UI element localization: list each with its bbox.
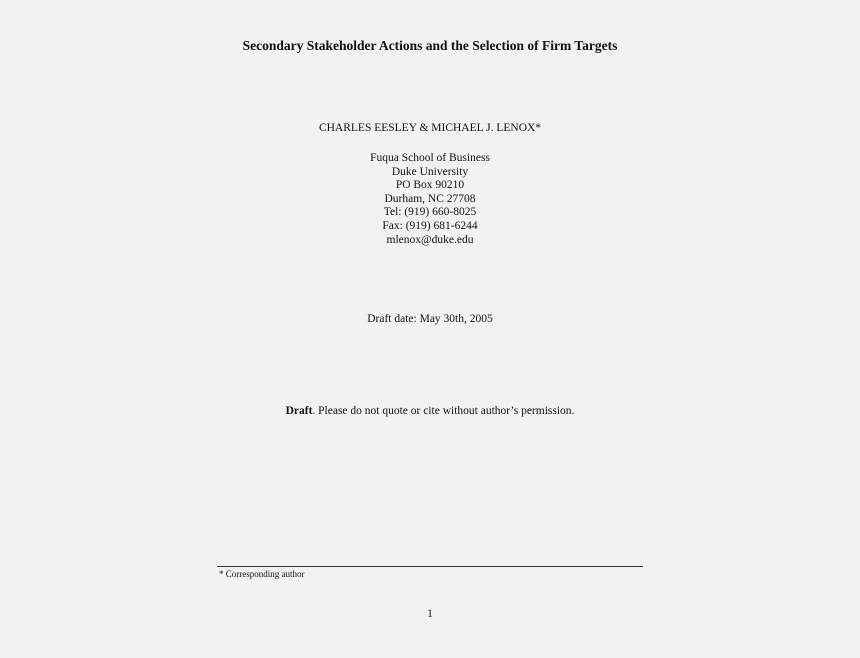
footnote-divider <box>217 566 643 567</box>
author-address <box>0 152 860 247</box>
draft-notice <box>0 405 860 417</box>
draft-date: Draft date: May 30th, 2005 <box>367 313 493 325</box>
author-line: CHARLES EESLEY & MICHAEL J. LENOX* <box>318 122 542 134</box>
draft-label: Draft <box>285 405 313 417</box>
address-line-city: Durham, NC 27708 <box>384 192 476 205</box>
address-line-school: Fuqua School of Business <box>370 152 490 164</box>
footnote: * Corresponding author <box>219 569 305 579</box>
paper-title: Secondary Stakeholder Actions and the Selection of Firm Targets <box>242 38 618 53</box>
address-line-po-box: PO Box 90210 <box>395 179 465 192</box>
address-line-fax: Fax: (919) 681-6244 <box>382 219 478 232</box>
address-line-phone: Tel: (919) 660-8025 <box>383 206 477 219</box>
address-line-university: Duke University <box>391 165 469 178</box>
address-line-email: mlenox@duke.edu <box>386 233 474 246</box>
draft-notice-text: . Please do not quote or cite without author’s permission. <box>312 405 575 417</box>
page-number: 1 <box>427 608 433 620</box>
